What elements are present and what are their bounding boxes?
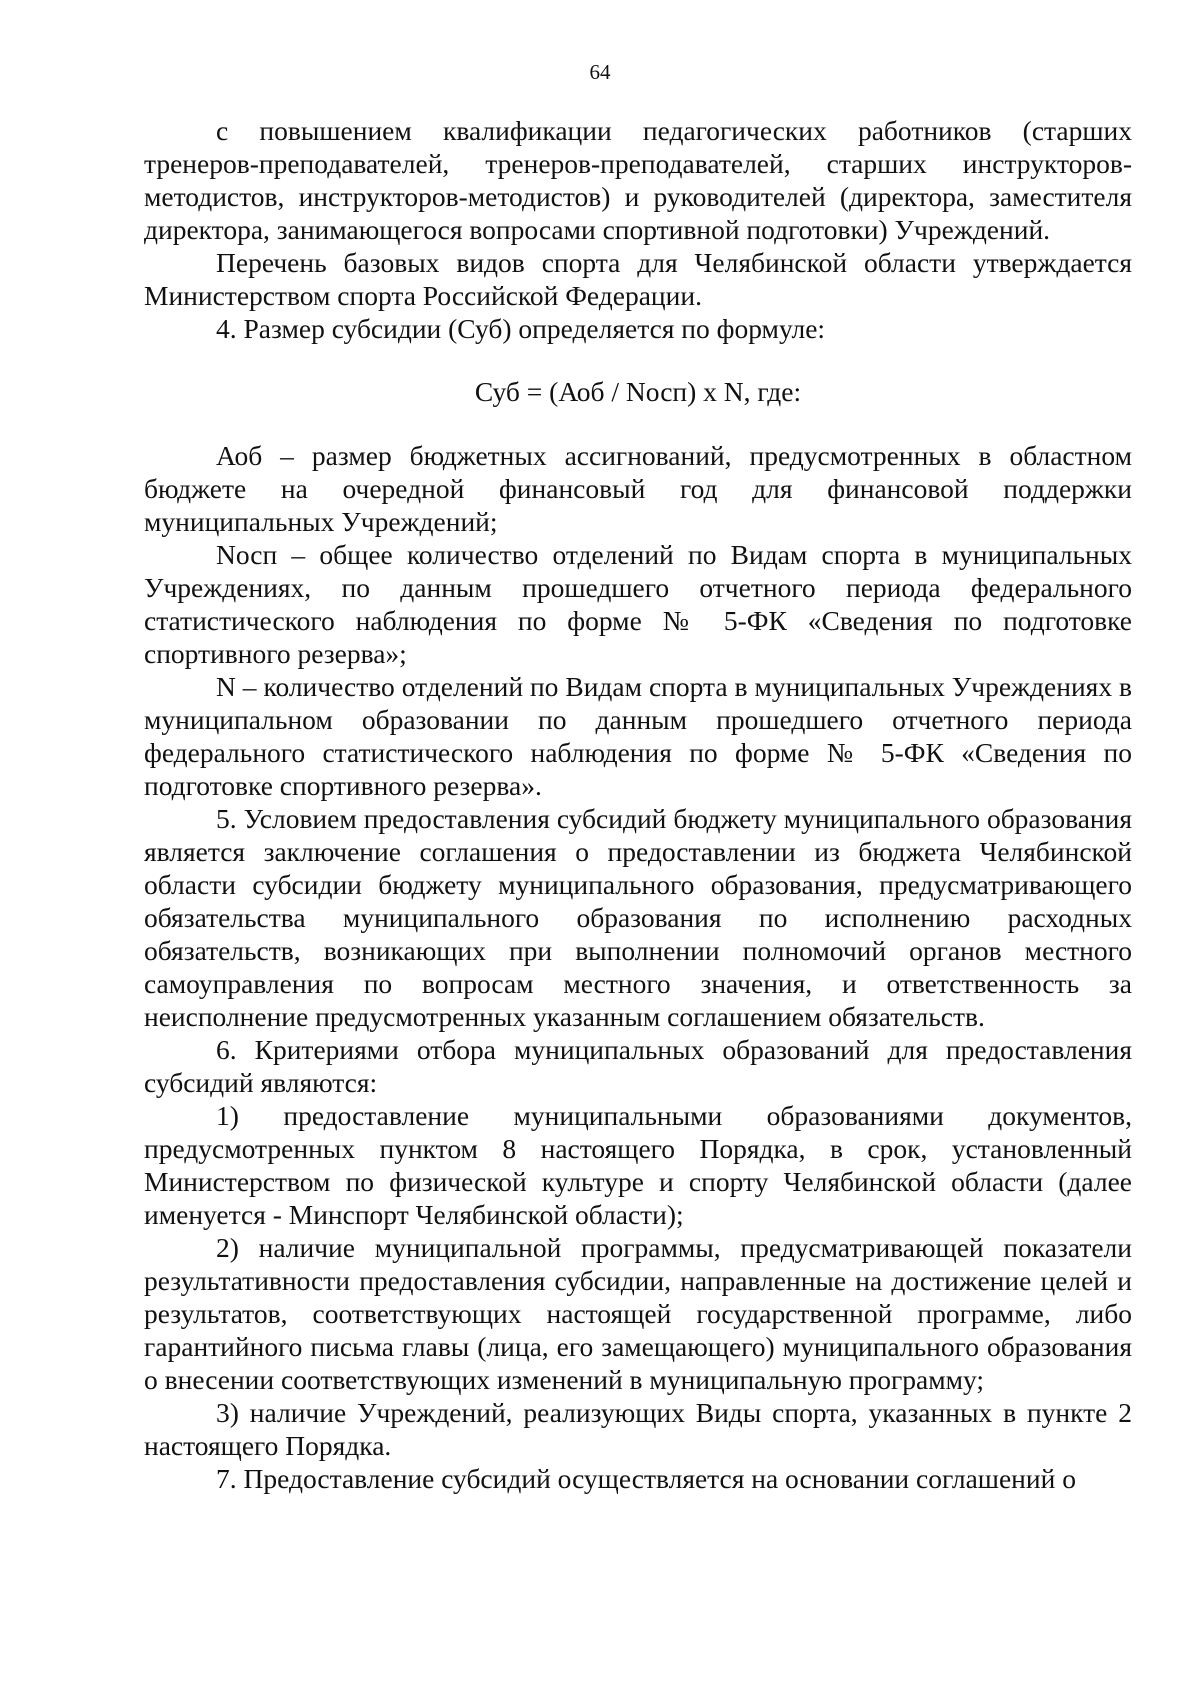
list-item-criterion-3: 3) наличие Учреждений, реализующих Виды спорта, указанных в пункте 2 настоящего Порядка. xyxy=(144,1397,1132,1461)
paragraph-subsidy-size: 4. Размер субсидии (Суб) определяется по формуле: xyxy=(216,313,826,344)
list-item-criterion-2: 2) наличие муниципальной программы, предусматривающей показатели результативности предоставления субсидии, направленные на достижение целей и результатов, соответствующих настоящей государственной программе, либо гарантийного письма главы (лица, его замещающего) муниципального образования о внесении соответствующих изменений в муниципальную программу; xyxy=(144,1232,1132,1395)
paragraph-selection-criteria: 6. Критериями отбора муниципальных образований для предоставления субсидий являются: xyxy=(144,1034,1132,1098)
paragraph-base-sports-list: Перечень базовых видов спорта для Челябинской области утверждается Министерством спорта Российской Федерации. xyxy=(144,247,1132,311)
paragraph-qualification-continuation: с повышением квалификации педагогических работников (старших тренеров-преподавателей, тренеров-преподавателей, старших инструкторов-методистов, инструкторов-методистов) и руководителей (директора, заместителя директора, занимающегося вопросами спортивной подготовки) Учреждений. xyxy=(144,115,1132,245)
paragraph-n-definition: N – количество отделений по Видам спорта в муниципальных Учреждениях в муниципальном образовании по данным прошедшего отчетного периода федерального статистического наблюдения по форме № 5-ФК «Сведения по подготовке спортивного резерва». xyxy=(144,671,1132,801)
subsidy-formula: Суб = (Аоб / Nосп) x N, где: xyxy=(474,376,802,407)
paragraph-nosp-definition: Nосп – общее количество отделений по Видам спорта в муниципальных Учреждениях, по данным прошедшего отчетного периода федерального статистического наблюдения по форме № 5-ФК «Сведения по подготовке спортивного резерва»; xyxy=(144,539,1132,669)
document-body xyxy=(144,114,1132,1495)
page-number: 64 xyxy=(589,60,611,84)
paragraph-subsidy-condition: 5. Условием предоставления субсидий бюджету муниципального образования является заключение соглашения о предоставлении из бюджета Челябинской области субсидии бюджету муниципального образования, предусматривающего обязательства муниципального образования по исполнению расходных обязательств, возникающих при выполнении полномочий органов местного самоуправления по вопросам местного значения, и ответственность за неисполнение предусмотренных указанным соглашением обязательств. xyxy=(144,803,1132,1032)
list-item-criterion-1: 1) предоставление муниципальными образованиями документов, предусмотренных пунктом 8 настоящего Порядка, в срок, установленный Министерством по физической культуре и спорту Челябинской области (далее именуется - Минспорт Челябинской области); xyxy=(144,1100,1132,1230)
paragraph-subsidy-agreements: 7. Предоставление субсидий осуществляется на основании соглашений о xyxy=(216,1463,1076,1494)
paragraph-aob-definition: Аоб – размер бюджетных ассигнований, предусмотренных в областном бюджете на очередной финансовый год для финансовой поддержки муниципальных Учреждений; xyxy=(144,440,1132,537)
